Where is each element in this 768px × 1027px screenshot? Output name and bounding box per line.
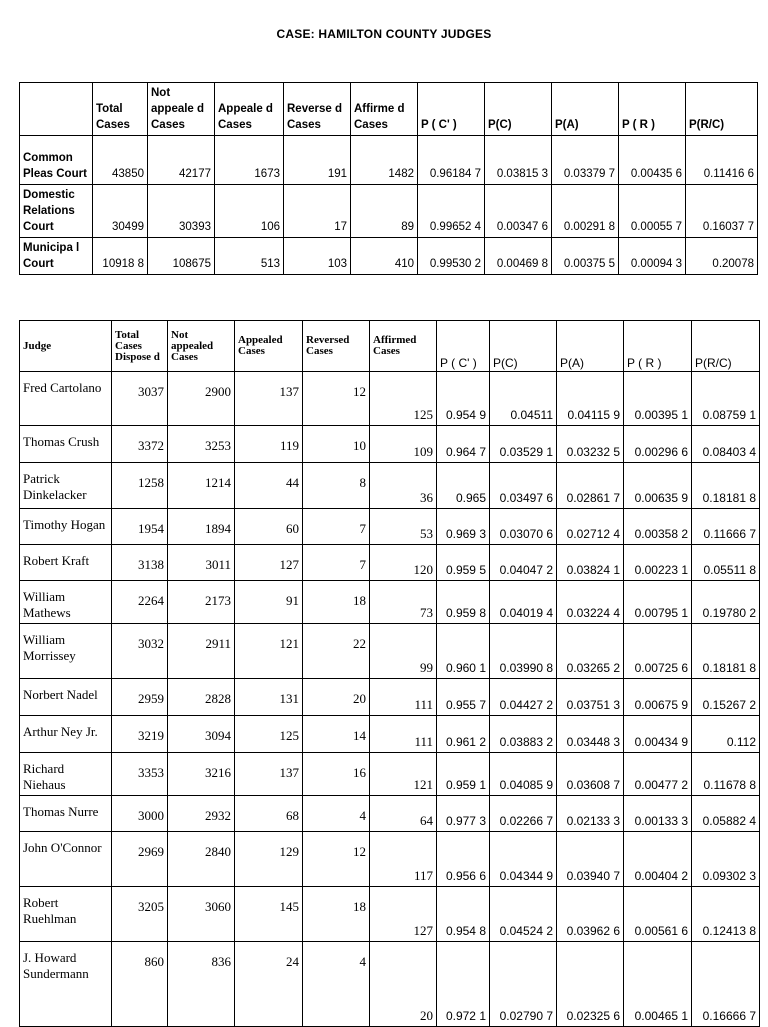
table-cell: 2840 [168,832,235,887]
table-cell: 0.00358 2 [624,509,692,545]
table-cell: 16 [303,753,370,796]
table-cell: 0.11678 8 [692,753,760,796]
table-cell: 10918 8 [93,238,148,275]
table-row [20,185,758,238]
table-cell: 0.12413 8 [692,887,760,942]
table-cell: 0.04047 2 [490,545,557,581]
table-cell: 0.959 8 [437,581,490,624]
table-cell: 0.02266 7 [490,796,557,832]
judges-header-cell: Not appealed Cases [168,321,235,372]
table-cell: 0.02325 6 [557,942,624,1027]
table-cell: 0.04085 9 [490,753,557,796]
table-cell: 7 [303,545,370,581]
table-cell: 0.11416 6 [686,136,758,185]
courts-header-cell: Appeale d Cases [215,83,284,136]
table-cell: 0.99652 4 [418,185,485,238]
table-cell: 2173 [168,581,235,624]
table-cell: 91 [235,581,303,624]
table-cell: 2959 [112,679,168,716]
courts-header-cell: Total Cases [93,83,148,136]
table-cell: 0.03232 5 [557,426,624,463]
table-cell: 14 [303,716,370,753]
table-cell: 0.09302 3 [692,832,760,887]
table-cell: 43850 [93,136,148,185]
courts-table [19,82,758,275]
table-cell: 0.03608 7 [557,753,624,796]
table-cell: 0.954 8 [437,887,490,942]
table-cell: 0.03448 3 [557,716,624,753]
table-cell: 1258 [112,463,168,509]
courts-header-cell: Reverse d Cases [284,83,351,136]
table-cell: 12 [303,832,370,887]
table-row [20,887,760,942]
table-cell: 0.00347 6 [485,185,552,238]
table-cell: 42177 [148,136,215,185]
judge-name: William Morrissey [20,624,112,679]
table-cell: 3353 [112,753,168,796]
table-cell: 137 [235,372,303,426]
table-cell: 0.03940 7 [557,832,624,887]
table-cell: 18 [303,581,370,624]
table-cell: 1954 [112,509,168,545]
court-name: Common Pleas Court [20,136,93,185]
judges-table [19,320,760,1027]
table-cell: 0.96184 7 [418,136,485,185]
table-cell: 0.03070 6 [490,509,557,545]
table-cell: 0.03883 2 [490,716,557,753]
table-cell: 127 [235,545,303,581]
table-cell: 0.00223 1 [624,545,692,581]
table-cell: 3000 [112,796,168,832]
table-cell: 2828 [168,679,235,716]
judges-header-cell: Affirmed Cases [370,321,437,372]
table-cell: 3372 [112,426,168,463]
table-cell: 1482 [351,136,418,185]
judge-name: John O'Connor [20,832,112,887]
table-cell: 0.15267 2 [692,679,760,716]
table-row [20,832,760,887]
table-cell: 0.00434 9 [624,716,692,753]
judge-name: Norbert Nadel [20,679,112,716]
table-cell: 0.960 1 [437,624,490,679]
table-cell: 0.16666 7 [692,942,760,1027]
table-row [20,716,760,753]
table-cell: 18 [303,887,370,942]
table-cell: 0.05511 8 [692,545,760,581]
table-cell: 0.955 7 [437,679,490,716]
table-cell: 3205 [112,887,168,942]
table-cell: 30499 [93,185,148,238]
table-cell: 0.04019 4 [490,581,557,624]
table-cell: 137 [235,753,303,796]
table-cell: 0.03824 1 [557,545,624,581]
table-cell: 44 [235,463,303,509]
table-cell: 0.00404 2 [624,832,692,887]
table-cell: 121 [370,753,437,796]
table-cell: 120 [370,545,437,581]
table-cell: 0.18181 8 [692,463,760,509]
table-cell: 513 [215,238,284,275]
table-cell: 0.03815 3 [485,136,552,185]
table-cell: 0.961 2 [437,716,490,753]
table-cell: 0.977 3 [437,796,490,832]
table-cell: 89 [351,185,418,238]
table-cell: 0.05882 4 [692,796,760,832]
table-cell: 2900 [168,372,235,426]
judges-header-cell: Reversed Cases [303,321,370,372]
table-row [20,753,760,796]
table-cell: 3216 [168,753,235,796]
judge-name: Thomas Crush [20,426,112,463]
table-cell: 0.00055 7 [619,185,686,238]
table-cell: 7 [303,509,370,545]
judges-header-cell: P(A) [557,321,624,372]
table-cell: 121 [235,624,303,679]
table-cell: 860 [112,942,168,1027]
table-cell: 109 [370,426,437,463]
table-cell: 0.03379 7 [552,136,619,185]
table-cell: 3253 [168,426,235,463]
table-cell: 3138 [112,545,168,581]
table-cell: 0.00469 8 [485,238,552,275]
table-cell: 0.03224 4 [557,581,624,624]
courts-header-cell: P(A) [552,83,619,136]
table-row [20,679,760,716]
table-cell: 0.112 [692,716,760,753]
table-cell: 0.99530 2 [418,238,485,275]
table-cell: 129 [235,832,303,887]
courts-header-cell: P ( C' ) [418,83,485,136]
table-cell: 111 [370,679,437,716]
table-cell: 0.03265 2 [557,624,624,679]
table-cell: 0.969 3 [437,509,490,545]
table-cell: 20 [370,942,437,1027]
table-cell: 0.04115 9 [557,372,624,426]
courts-header-row [20,83,758,136]
table-cell: 99 [370,624,437,679]
table-cell: 3037 [112,372,168,426]
table-cell: 0.00296 6 [624,426,692,463]
table-cell: 22 [303,624,370,679]
courts-header-cell: Affirme d Cases [351,83,418,136]
table-cell: 0.03962 6 [557,887,624,942]
table-cell: 0.04427 2 [490,679,557,716]
table-cell: 0.00795 1 [624,581,692,624]
table-cell: 2264 [112,581,168,624]
judges-header-cell: Judge [20,321,112,372]
table-cell: 0.18181 8 [692,624,760,679]
judges-header-row [20,321,760,372]
table-row [20,581,760,624]
table-cell: 0.03751 3 [557,679,624,716]
table-cell: 0.02861 7 [557,463,624,509]
table-cell: 60 [235,509,303,545]
table-cell: 0.00675 9 [624,679,692,716]
table-cell: 836 [168,942,235,1027]
table-cell: 68 [235,796,303,832]
table-cell: 111 [370,716,437,753]
table-row [20,942,760,1027]
table-cell: 108675 [148,238,215,275]
table-cell: 36 [370,463,437,509]
table-row [20,624,760,679]
table-row [20,372,760,426]
table-cell: 3032 [112,624,168,679]
table-cell: 30393 [148,185,215,238]
table-cell: 20 [303,679,370,716]
table-cell: 0.00395 1 [624,372,692,426]
table-cell: 17 [284,185,351,238]
court-name: Municipa l Court [20,238,93,275]
judge-name: Fred Cartolano [20,372,112,426]
table-row [20,463,760,509]
table-cell: 127 [370,887,437,942]
table-cell: 0.959 5 [437,545,490,581]
table-row [20,136,758,185]
table-cell: 0.16037 7 [686,185,758,238]
table-cell: 0.04524 2 [490,887,557,942]
judge-name: J. Howard Sundermann [20,942,112,1027]
judge-name: Thomas Nurre [20,796,112,832]
table-cell: 125 [370,372,437,426]
table-cell: 119 [235,426,303,463]
judges-header-cell: Total Cases Dispose d [112,321,168,372]
table-cell: 0.02790 7 [490,942,557,1027]
table-cell: 0.00465 1 [624,942,692,1027]
table-row [20,426,760,463]
courts-header-cell: Not appeale d Cases [148,83,215,136]
table-cell: 0.965 [437,463,490,509]
table-cell: 0.964 7 [437,426,490,463]
table-cell: 0.972 1 [437,942,490,1027]
table-cell: 3094 [168,716,235,753]
table-row [20,796,760,832]
judge-name: William Mathews [20,581,112,624]
judges-header-cell: Appealed Cases [235,321,303,372]
table-cell: 0.11666 7 [692,509,760,545]
table-cell: 106 [215,185,284,238]
table-cell: 0.00561 6 [624,887,692,942]
table-cell: 1894 [168,509,235,545]
table-cell: 73 [370,581,437,624]
table-cell: 4 [303,796,370,832]
judge-name: Timothy Hogan [20,509,112,545]
table-cell: 12 [303,372,370,426]
courts-header-cell [20,83,93,136]
table-cell: 0.00133 3 [624,796,692,832]
table-cell: 3011 [168,545,235,581]
table-cell: 0.03497 6 [490,463,557,509]
table-cell: 0.954 9 [437,372,490,426]
table-cell: 145 [235,887,303,942]
judge-name: Patrick Dinkelacker [20,463,112,509]
table-cell: 0.00635 9 [624,463,692,509]
table-row [20,509,760,545]
table-cell: 64 [370,796,437,832]
table-cell: 0.02712 4 [557,509,624,545]
table-cell: 10 [303,426,370,463]
judges-header-cell: P(C) [490,321,557,372]
table-cell: 0.956 6 [437,832,490,887]
table-cell: 117 [370,832,437,887]
table-cell: 131 [235,679,303,716]
table-cell: 4 [303,942,370,1027]
table-cell: 0.20078 [686,238,758,275]
page-title: CASE: HAMILTON COUNTY JUDGES [276,27,492,41]
table-cell: 0.19780 2 [692,581,760,624]
table-cell: 2911 [168,624,235,679]
table-cell: 0.959 1 [437,753,490,796]
table-cell: 53 [370,509,437,545]
table-row [20,238,758,275]
table-cell: 125 [235,716,303,753]
table-cell: 0.02133 3 [557,796,624,832]
table-cell: 410 [351,238,418,275]
courts-header-cell: P(R/C) [686,83,758,136]
table-cell: 0.00725 6 [624,624,692,679]
table-cell: 3060 [168,887,235,942]
judges-header-cell: P ( R ) [624,321,692,372]
table-cell: 2969 [112,832,168,887]
table-cell: 1673 [215,136,284,185]
judge-name: Robert Ruehlman [20,887,112,942]
table-cell: 3219 [112,716,168,753]
judge-name: Robert Kraft [20,545,112,581]
judge-name: Richard Niehaus [20,753,112,796]
table-cell: 0.03529 1 [490,426,557,463]
courts-header-cell: P(C) [485,83,552,136]
judges-header-cell: P ( C' ) [437,321,490,372]
table-row [20,545,760,581]
table-cell: 1214 [168,463,235,509]
table-cell: 0.08759 1 [692,372,760,426]
table-cell: 0.00435 6 [619,136,686,185]
table-cell: 0.00291 8 [552,185,619,238]
court-name: Domestic Relations Court [20,185,93,238]
table-cell: 0.08403 4 [692,426,760,463]
table-cell: 8 [303,463,370,509]
table-cell: 24 [235,942,303,1027]
courts-header-cell: P ( R ) [619,83,686,136]
judge-name: Arthur Ney Jr. [20,716,112,753]
table-cell: 0.04344 9 [490,832,557,887]
table-cell: 0.00477 2 [624,753,692,796]
table-cell: 0.00375 5 [552,238,619,275]
table-cell: 103 [284,238,351,275]
table-cell: 0.04511 [490,372,557,426]
table-cell: 2932 [168,796,235,832]
table-cell: 0.03990 8 [490,624,557,679]
table-cell: 191 [284,136,351,185]
judges-header-cell: P(R/C) [692,321,760,372]
table-cell: 0.00094 3 [619,238,686,275]
